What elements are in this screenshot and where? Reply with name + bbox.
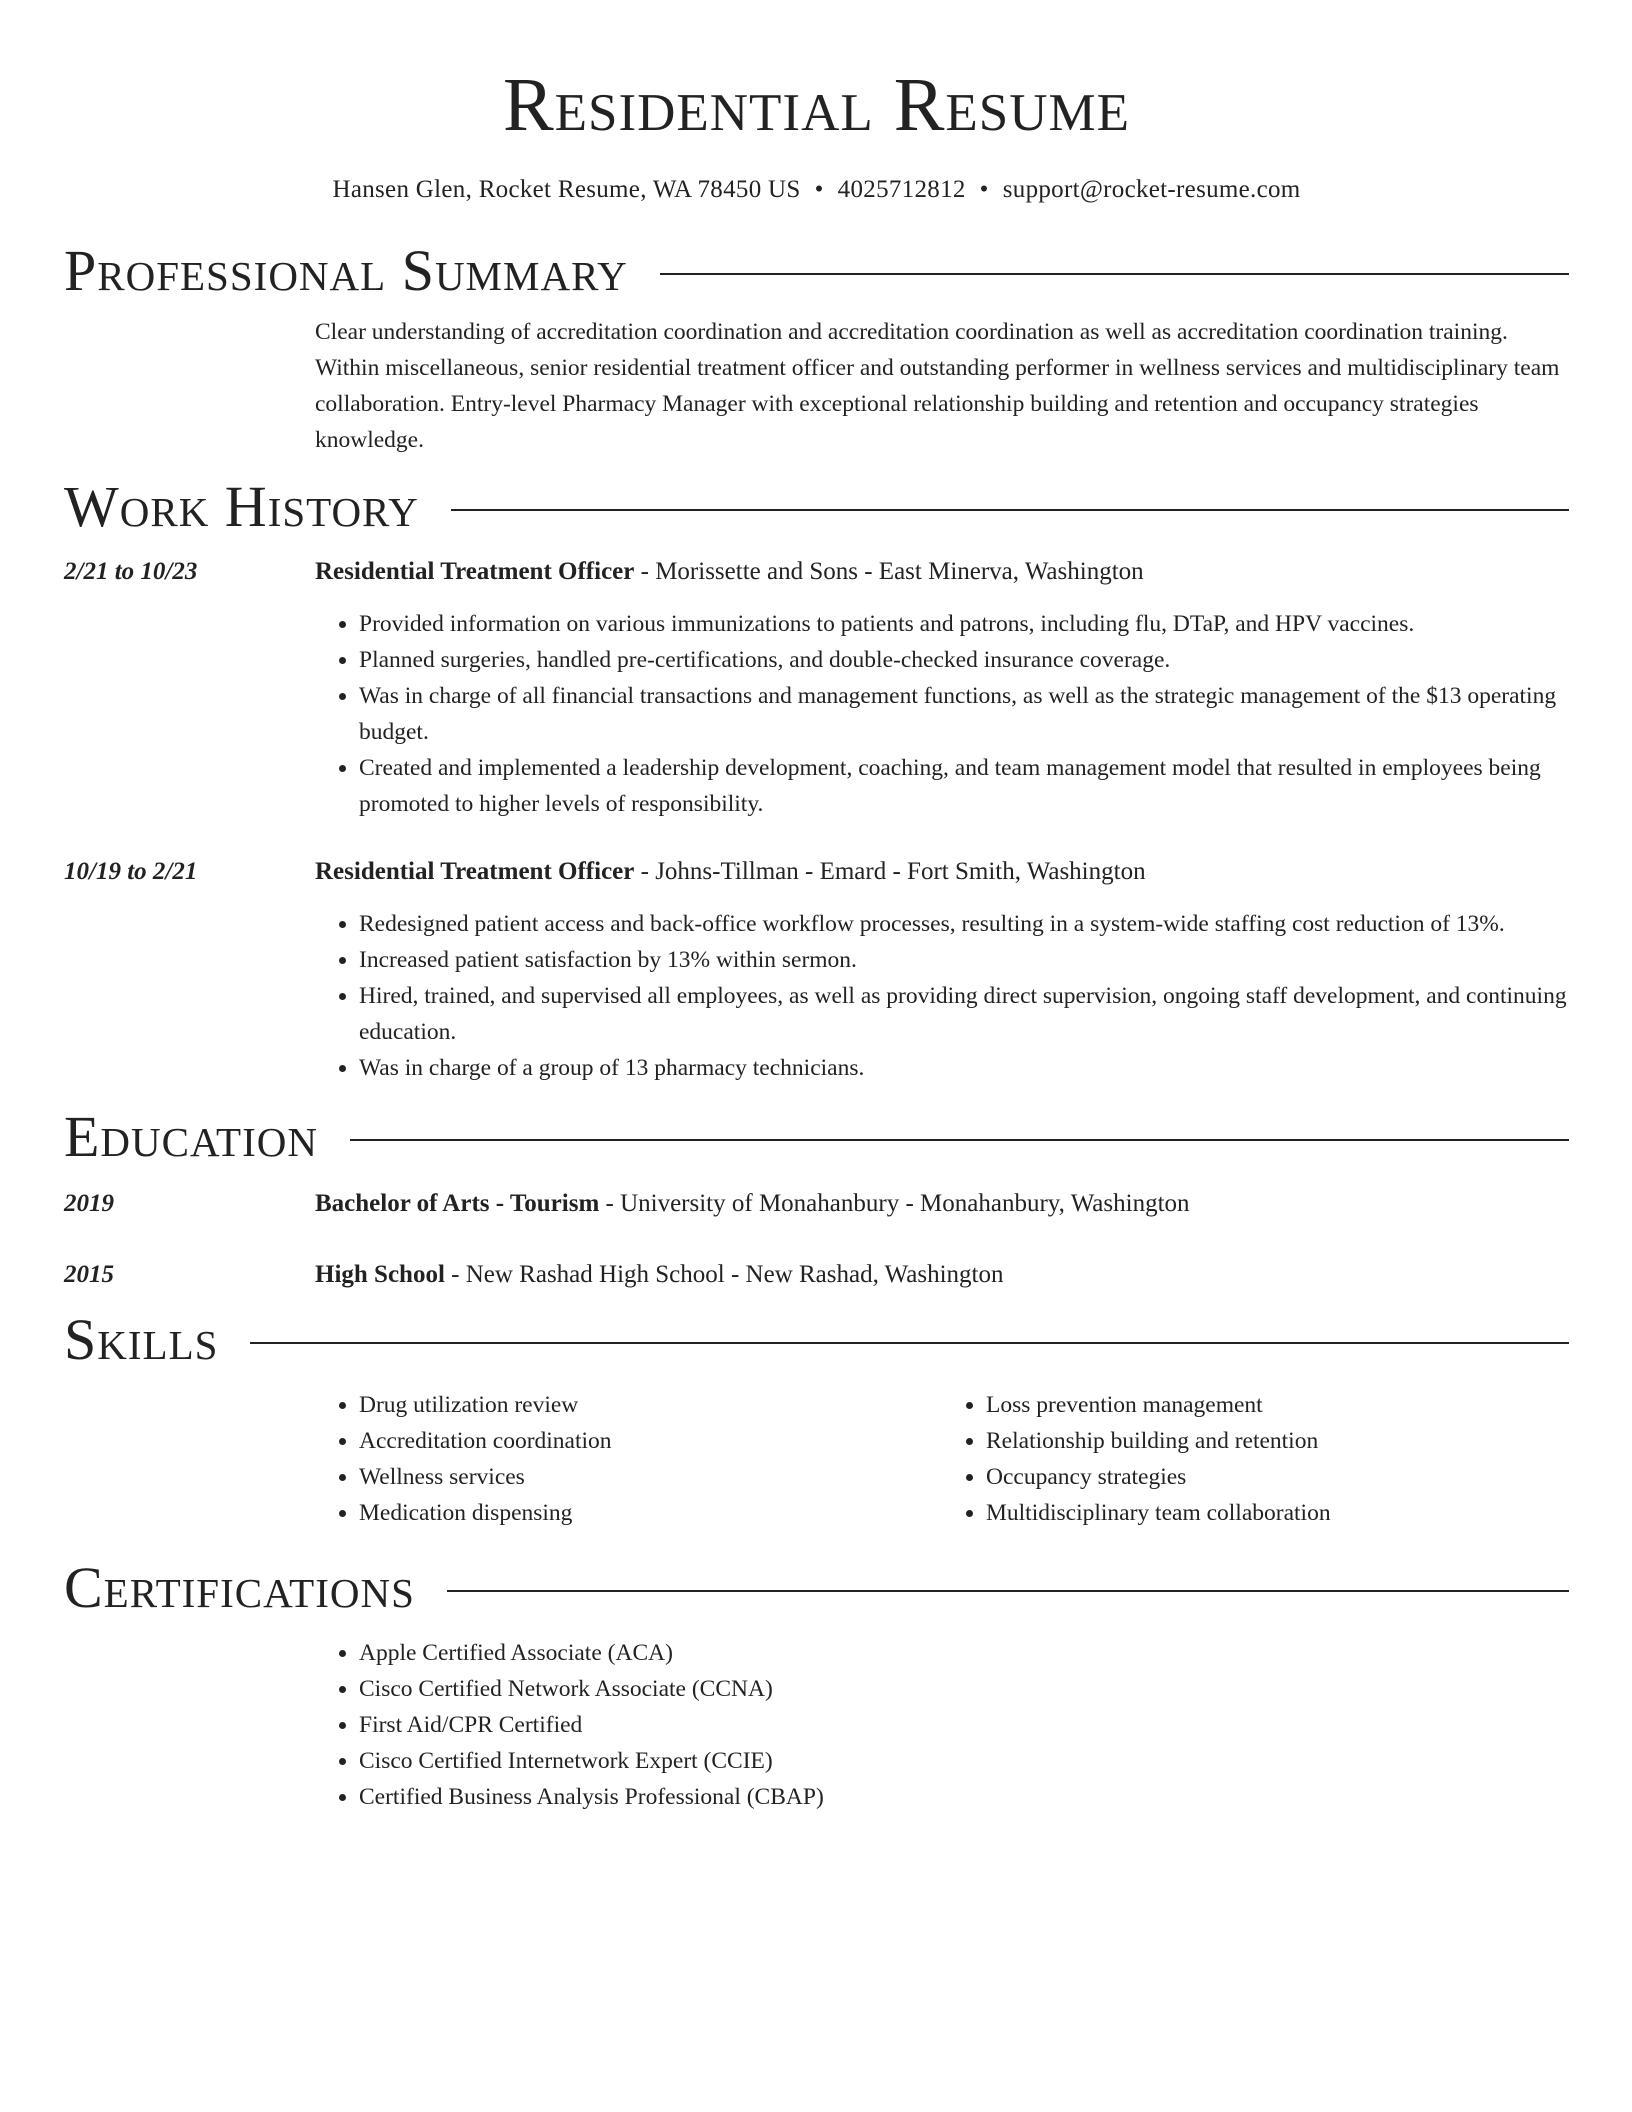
summary-heading-text: Professional Summary bbox=[64, 238, 628, 303]
contact-line bbox=[64, 174, 1569, 206]
job-entry bbox=[64, 854, 1569, 890]
education-degree: Bachelor of Arts - Tourism bbox=[315, 1190, 600, 1217]
section-divider bbox=[447, 1590, 1569, 1592]
job-bullets bbox=[315, 906, 1569, 1086]
job-dates: 2/21 to 10/23 bbox=[64, 558, 198, 585]
skills-column-left bbox=[315, 1387, 942, 1531]
skill-item: • Multidisciplinary team collaboration bbox=[986, 1495, 1569, 1531]
education-info bbox=[315, 1186, 1190, 1222]
contact-address: Hansen Glen, Rocket Resume, WA 78450 US bbox=[332, 176, 801, 203]
certifications-list bbox=[315, 1635, 1569, 1815]
work-history-heading bbox=[64, 474, 1569, 540]
list-item: • Increased patient satisfaction by 13% within sermon. bbox=[359, 942, 1569, 978]
education-degree: High School bbox=[315, 1261, 445, 1288]
job-entry bbox=[64, 554, 1569, 590]
list-item: • Planned surgeries, handled pre-certifications, and double-checked insurance coverage. bbox=[359, 642, 1569, 678]
contact-separator: • bbox=[979, 176, 989, 203]
education-info bbox=[315, 1257, 1003, 1293]
section-divider bbox=[660, 273, 1569, 275]
certifications-heading-text: Certifications bbox=[64, 1555, 415, 1620]
skills-heading bbox=[64, 1307, 1569, 1373]
summary-heading bbox=[64, 238, 1569, 304]
skill-item: • Medication dispensing bbox=[359, 1495, 942, 1531]
list-item: • Was in charge of all financial transactions and management functions, as well as the strategic management of the $13 operating budget. bbox=[359, 678, 1569, 750]
certification-item: • Cisco Certified Internetwork Expert (CCIE) bbox=[359, 1743, 1569, 1779]
resume-title: Residential Resume bbox=[502, 63, 1131, 147]
education-year: 2015 bbox=[64, 1261, 114, 1288]
contact-phone: 4025712812 bbox=[837, 176, 966, 203]
list-item: • Hired, trained, and supervised all employees, as well as providing direct supervision, ongoing staff development, and continuing education. bbox=[359, 978, 1569, 1050]
certification-item: • Certified Business Analysis Professional (CBAP) bbox=[359, 1779, 1569, 1815]
contact-email: support@rocket-resume.com bbox=[1002, 176, 1301, 203]
job-bullets bbox=[315, 606, 1569, 822]
list-item: • Redesigned patient access and back-office workflow processes, resulting in a system-wide staffing cost reduction of 13%. bbox=[359, 906, 1569, 942]
list-item: • Created and implemented a leadership development, coaching, and team management model that resulted in employees being promoted to higher levels of responsibility. bbox=[359, 750, 1569, 822]
list-item: • Provided information on various immunizations to patients and patrons, including flu, DTaP, and HPV vaccines. bbox=[359, 606, 1569, 642]
skills-column-right bbox=[942, 1387, 1569, 1531]
certification-item: • Cisco Certified Network Associate (CCNA) bbox=[359, 1671, 1569, 1707]
education-entry bbox=[64, 1186, 1569, 1222]
education-heading-text: Education bbox=[64, 1104, 318, 1169]
job-title: Residential Treatment Officer bbox=[315, 858, 635, 885]
education-year: 2019 bbox=[64, 1190, 114, 1217]
section-divider bbox=[350, 1139, 1569, 1141]
certification-item: • Apple Certified Associate (ACA) bbox=[359, 1635, 1569, 1671]
certification-item: • First Aid/CPR Certified bbox=[359, 1707, 1569, 1743]
skills-list bbox=[315, 1387, 1569, 1531]
section-divider bbox=[451, 509, 1569, 511]
skills-heading-text: Skills bbox=[64, 1307, 219, 1372]
skill-item: • Drug utilization review bbox=[359, 1387, 942, 1423]
job-details: - Johns-Tillman - Emard - Fort Smith, Washington bbox=[634, 858, 1146, 885]
skill-item: • Occupancy strategies bbox=[986, 1459, 1569, 1495]
work-history-heading-text: Work History bbox=[64, 474, 419, 539]
job-info bbox=[315, 554, 1144, 590]
section-divider bbox=[250, 1342, 1569, 1344]
job-info bbox=[315, 854, 1146, 890]
job-details: - Morissette and Sons - East Minerva, Washington bbox=[634, 558, 1144, 585]
resume-page bbox=[64, 0, 1569, 1815]
list-item: • Was in charge of a group of 13 pharmacy technicians. bbox=[359, 1050, 1569, 1086]
contact-separator: • bbox=[814, 176, 824, 203]
summary-body bbox=[315, 314, 1569, 458]
certifications-heading bbox=[64, 1555, 1569, 1621]
education-heading bbox=[64, 1104, 1569, 1170]
education-details: - New Rashad High School - New Rashad, Washington bbox=[444, 1261, 1004, 1288]
skill-item: • Loss prevention management bbox=[986, 1387, 1569, 1423]
job-title: Residential Treatment Officer bbox=[315, 558, 635, 585]
skill-item: • Wellness services bbox=[359, 1459, 942, 1495]
job-dates: 10/19 to 2/21 bbox=[64, 858, 198, 885]
skill-item: • Relationship building and retention bbox=[986, 1423, 1569, 1459]
skill-item: • Accreditation coordination bbox=[359, 1423, 942, 1459]
summary-text: Clear understanding of accreditation coordination and accreditation coordination as well as accreditation coordination training. Within miscellaneous, senior residential treatment officer and outstanding performer in wellness services and multidisciplinary team collaboration. Entry-level Pharmacy Manager with exceptional relationship building and retention and occupancy strategies knowledge. bbox=[315, 319, 1560, 453]
education-entry bbox=[64, 1257, 1569, 1293]
education-details: - University of Monahanbury - Monahanbury, Washington bbox=[599, 1190, 1190, 1217]
